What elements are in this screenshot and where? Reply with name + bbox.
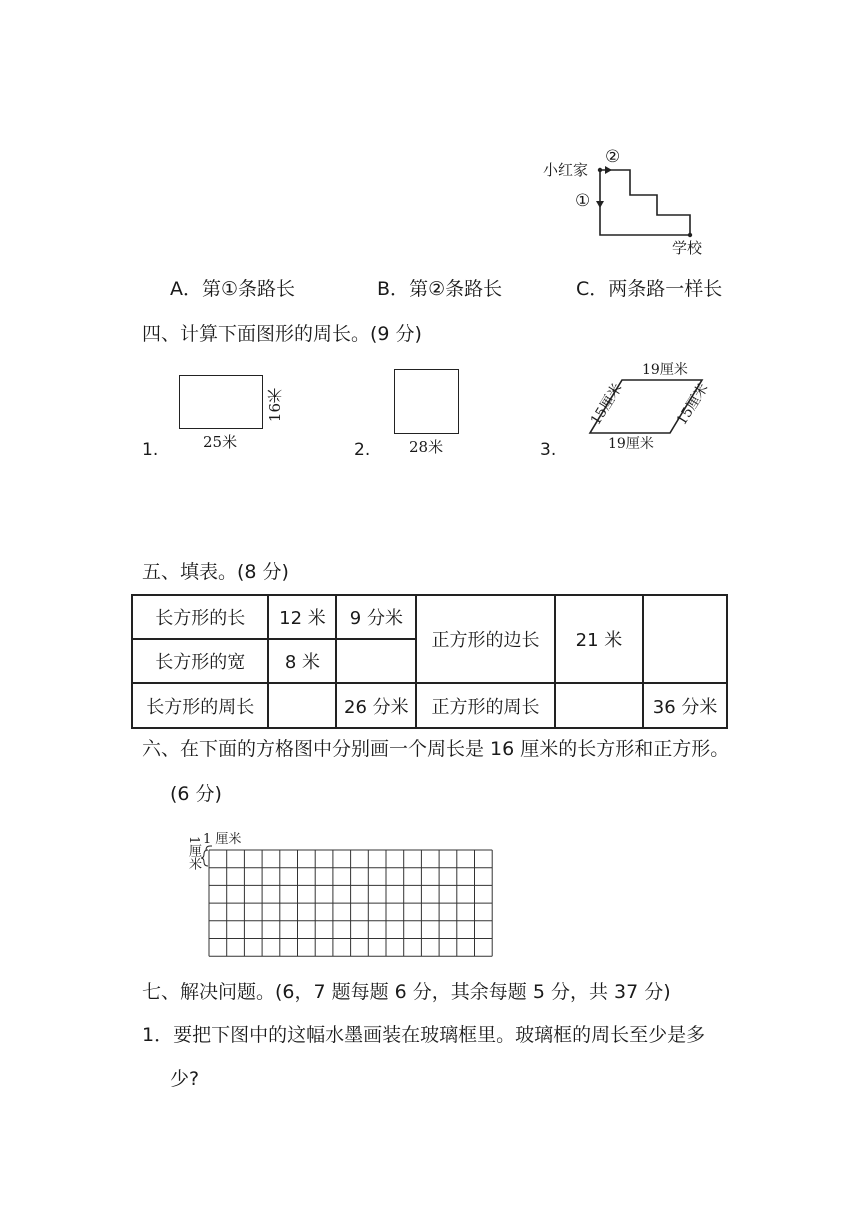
home-label: 小红家 [543, 161, 589, 179]
cell-sq2-perimeter: 36 分米 [643, 683, 727, 728]
cell-r2c1: 8 米 [268, 639, 336, 683]
shape3-bottom-label: 19厘米 [608, 436, 654, 452]
shape2-number: 2. [354, 440, 371, 460]
section4-title: 四、计算下面图形的周长。(9 分) [142, 323, 422, 345]
fill-table [131, 594, 728, 729]
route-lines [600, 170, 690, 235]
cell-r3c2: 26 分米 [336, 683, 416, 728]
section6-title: 六、在下面的方格图中分别画一个周长是 16 厘米的长方形和正方形。 [142, 738, 730, 760]
square-grid[interactable] [208, 849, 496, 959]
shape1-number: 1. [142, 440, 159, 460]
q1-line1: 1．要把下图中的这幅水墨画装在玻璃框里。玻璃框的周长至少是多 [142, 1024, 706, 1046]
rect-width-label: 长方形的宽 [132, 639, 268, 683]
section5-title: 五、填表。(8 分) [142, 561, 289, 583]
cell-sq1-side: 21 米 [555, 595, 644, 683]
shape3-left-label: 15厘米 [587, 380, 626, 429]
option-a[interactable]: A．第①条路长 [170, 278, 296, 300]
rect-perimeter-label: 长方形的周长 [132, 683, 268, 728]
route-1-marker: ① [575, 191, 591, 211]
shape3-parallelogram [580, 358, 720, 453]
cell-sq1-perimeter[interactable] [555, 683, 644, 728]
shape1-height-label: 16米 [266, 388, 284, 423]
school-dot [688, 233, 692, 237]
route-1-arrow-icon [596, 201, 604, 208]
grid-top-label: 1 厘米 [203, 832, 242, 847]
school-label: 学校 [672, 239, 703, 257]
route-1-path [600, 170, 690, 235]
rect-length-label: 长方形的长 [132, 595, 268, 639]
home-dot [598, 168, 602, 172]
route-2-marker: ② [605, 147, 621, 167]
sq-perimeter-label: 正方形的周长 [416, 683, 554, 728]
shape1-rectangle [179, 375, 263, 429]
cell-r3c1[interactable] [268, 683, 336, 728]
q1-line2: 少? [170, 1068, 200, 1090]
section7-title: 七、解决问题。(6，7 题每题 6 分，其余每题 5 分，共 37 分) [142, 981, 671, 1003]
section6-score: (6 分) [170, 783, 222, 805]
shape2-square [394, 369, 459, 434]
shape3-number: 3. [540, 440, 557, 460]
cell-sq2-side[interactable] [643, 595, 727, 683]
shape3-top-label: 19厘米 [642, 362, 688, 378]
cell-r1c1: 12 米 [268, 595, 336, 639]
route-2-arrow-icon [605, 166, 612, 174]
cell-r2c2[interactable] [336, 639, 416, 683]
cell-r1c2: 9 分米 [336, 595, 416, 639]
shape3-right-label: 15厘米 [673, 380, 712, 429]
route-2-path [600, 170, 690, 235]
side-brace-icon [201, 850, 208, 866]
sq-side-label: 正方形的边长 [416, 595, 554, 683]
option-c[interactable]: C．两条路一样长 [576, 278, 723, 300]
shape1-width-label: 25米 [203, 433, 238, 451]
option-b[interactable]: B．第②条路长 [377, 278, 503, 300]
route-diagram [535, 140, 720, 265]
shape2-side-label: 28米 [409, 438, 444, 456]
grid-side-label: 1厘米 [186, 836, 201, 871]
